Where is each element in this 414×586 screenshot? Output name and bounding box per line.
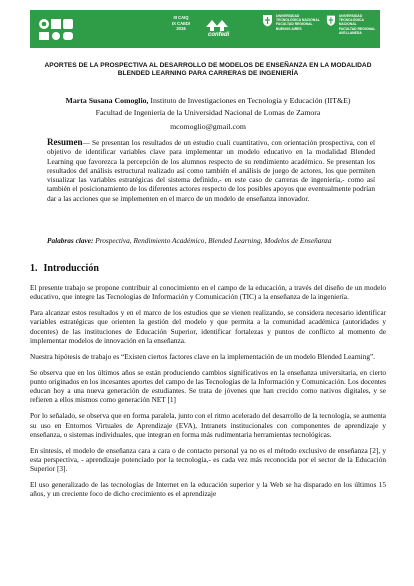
body-paragraph: El presente trabajo se propone contribuir al conocimiento en el campo de la educación, a través del diseño de un modelo educativo, que integre las Tecnologías de Información y Comunicación (TIC) a la enseñanza de la ingeniería.	[30, 283, 386, 302]
keywords-label: Palabras clave:	[47, 236, 94, 245]
confedi-wordmark: confedi	[208, 32, 230, 38]
conference-logo-icon	[36, 15, 80, 43]
section-heading	[30, 263, 99, 274]
author-line	[30, 95, 386, 106]
body-paragraph: Se observa que en los últimos años se están produciendo cambios significativos en la enseñanza universitaria, en cierto punto originados en los incesantes aportes del campo de las Tecnologías de la Información y Comunicación. Los docentes educan hoy a una nueva generación de estudiantes. Se trata de jóvenes que han crecido como nativos digitales, y se refieren a ellos mismos como generación NET [1]	[30, 367, 386, 405]
utn-shield-icon	[326, 14, 336, 27]
body-paragraph: Para alcanzar estos resultados y en el marco de los estudios que se vienen realizando, se considera necesario identificar variables estratégicas que orienten la gestión del modelo y que permita a la comunidad académica (autoridades y docentes) de las instituciones de Educación Superior, identificar fortalezas y puntos de conflicto al momento de implementar modelos de innovación en la enseñanza.	[30, 308, 386, 345]
utn-avellaneda-logo: UNIVERSIDAD TECNOLÓGICA NACIONAL FACULTAD REGIONAL AVELLANEDA	[326, 14, 378, 44]
body-paragraph: En síntesis, el modelo de enseñanza cara a cara o de contacto personal ya no es el método exclusivo de enseñanza [2], y esta perspectiva, - aprendizaje potenciado por la tecnología,- es cada vez más reconocida por el sector de la Educación Superior [3].	[30, 445, 386, 474]
body-paragraph: El uso generalizado de las tecnologías de Internet en la educación superior y la Web se ha disparado en los últimos 15 años, y un creciente foco de dicho crecimiento es el aprendizaje	[30, 480, 386, 499]
faculty-line: Facultad de Ingeniería de la Universidad Nacional de Lomas de Zamora	[95, 108, 321, 117]
abstract-text: — Se presentan los resultados de un estudio cuali cuantitativo, con orientación prospectiva, con el objetivo de identificar variables clave para implementar un modelo educativo en la modalidad Blended Learning que favorezca la percepción de los alumnos respecto de su rendimiento académico. Se presentan los resultados del análisis estructural realizado así como también el análisis de juego de actores, los que permiten visualizar las variables estratégicas del sistema definido,- en este caso de carreras de ingeniería,- como así también el posicionamiento de los diferentes actores respecto de los posibles apoyos que eventualmente podrían dar a las acciones que se implementen en el marco de un modelo de enseñanza innovador.	[47, 138, 375, 203]
utn-ba-logo: UNIVERSIDAD TECNOLÓGICA NACIONAL FACULTAD REGIONAL BUENOS AIRES	[262, 14, 322, 44]
section-title: Introducción	[43, 263, 99, 274]
paper-title: APORTES DE LA PROSPECTIVA AL DESARROLLO DE MODELOS DE ENSEÑANZA EN LA MODALIDAD BLENDED LEARNING PARA CARRERAS DE INGENIERÍA	[44, 62, 372, 78]
abstract	[47, 138, 375, 203]
section-number: 1.	[30, 263, 38, 274]
author-affiliation: Instituto de Investigaciones en Tecnología y Educación (IIT&E)	[148, 96, 351, 105]
author-email: mcomoglio@gmail.com	[170, 122, 246, 131]
undav-logo: UNIVERSIDAD NACIONAL DE AVELLANEDA	[380, 14, 404, 31]
author-name: Marta Susana Comoglio,	[65, 96, 149, 105]
utn-shield-icon	[262, 14, 273, 27]
body-paragraph: Por lo señalado, se observa que en forma paralela, junto con el ritmo acelerado del desarrollo de la tecnología, se aumenta su uso en Entornos Virtuales de Aprendizaje (EVA), Intranets institucionales con componentes de aprendizaje y enseñanza, o sistemas individuales, que integran en forma más rudimentaria herramientas tecnológicas.	[30, 411, 386, 439]
abstract-heading: Resumen	[47, 137, 83, 147]
conference-header-banner	[30, 10, 404, 48]
keywords	[47, 236, 375, 245]
congress-label: III CAIQ IX CAEDI 2016	[171, 15, 191, 32]
body-paragraph: Nuestra hipótesis de trabajo es “Existen ciertos factores clave en la implementación de un modelo Blended Learning”.	[30, 351, 376, 361]
introduction-body	[30, 283, 386, 505]
keywords-text: Prospectiva, Rendimiento Académico, Blended Learning, Modelos de Enseñanza	[93, 236, 332, 245]
